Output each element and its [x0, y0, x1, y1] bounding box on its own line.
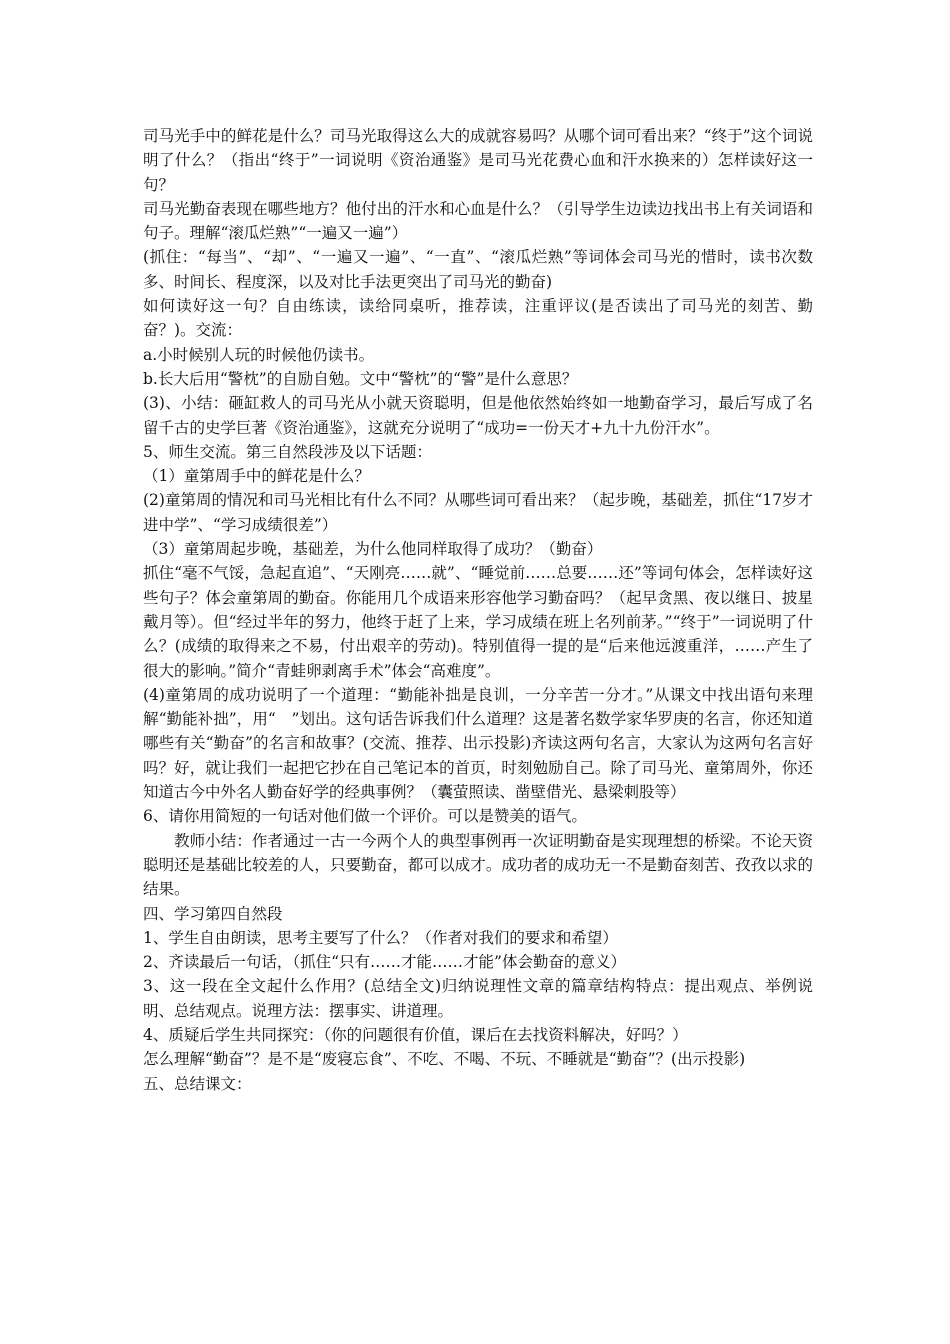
paragraph-19: 3、这一段在全文起什么作用？(总结全文)归纳说理性文章的篇章结构特点：提出观点、举例说明、总结观点。说理方法：摆事实、讲道理。 [143, 977, 813, 1020]
paragraph-21: 怎么理解“勤奋”？是不是“废寝忘食”、不吃、不喝、不玩、不睡就是“勤奋”？(出示投影) [143, 1050, 746, 1069]
paragraph-7: (3)、小结：砸缸救人的司马光从小就天资聪明，但是他依然始终如一地勤奋学习，最后写成了名留千古的史学巨著《资治通鉴》，这就充分说明了“成功=一份天才+九十九份汗水”。 [143, 394, 813, 437]
paragraph-13: (4)童第周的成功说明了一个道理：“勤能补拙是良训，一分辛苦一分才。”从课文中找出语句来理解“勤能补拙”，用“ ”划出。这句话告诉我们什么道理？这是著名数学家华罗庚的名言，你还知道哪些有关“勤奋”的名言和故事？(交流、推荐、出示投影)齐读这两句名言，大家认为这两句名言好吗？好，就让我们一起把它抄在自己笔记本的首页，时刻勉励自己。除了司马光、童第周外，你还知道古今中外名人勤奋好学的经典事例？（囊萤照读、凿壁借光、悬梁刺股等） [143, 685, 813, 802]
paragraph-9: （1）童第周手中的鲜花是什么？ [143, 467, 370, 486]
paragraph-12: 抓住“毫不气馁，急起直追”、“天刚亮……就”、“睡觉前……总要……还”等词句体会，怎样读好这些句子？体会童第周的勤奋。你能用几个成语来形容他学习勤奋吗？（起早贪黑、夜以继日、披星戴月等）。但“经过半年的努力，他终于赶了上来，学习成绩在班上名列前茅。”“终于”一词说明了什么？(成绩的取得来之不易，付出艰辛的劳动)。特别值得一提的是“后来他远渡重洋，……产生了很大的影响。”简介“青蛙卵剥离手术”体会“高难度”。 [143, 564, 813, 680]
document-page [143, 124, 813, 1096]
paragraph-20: 4、质疑后学生共同探究：（你的问题很有价值，课后在去找资料解决，好吗？） [143, 1025, 688, 1044]
paragraph-14: 6、请你用简短的一句话对他们做一个评价。可以是赞美的语气。 [143, 807, 587, 826]
paragraph-17: 1、学生自由朗读，思考主要写了什么？（作者对我们的要求和希望） [143, 928, 618, 947]
paragraph-15: 教师小结：作者通过一古一今两个人的典型事例再一次证明勤奋是实现理想的桥梁。不论天资聪明还是基础比较差的人，只要勤奋，都可以成才。成功者的成功无一不是勤奋刻苦、孜孜以求的结果。 [143, 831, 813, 899]
paragraph-10: (2)童第周的情况和司马光相比有什么不同？从哪些词可看出来？（起步晚，基础差，抓住“17岁才进中学”、“学习成绩很差”） [143, 491, 813, 534]
paragraph-11: （3）童第周起步晚，基础差，为什么他同样取得了成功？（勤奋） [143, 540, 603, 559]
paragraph-6: b.长大后用“警枕”的自励自勉。文中“警枕”的“警”是什么意思？ [143, 369, 578, 388]
paragraph-2: 司马光勤奋表现在哪些地方？他付出的汗水和心血是什么？（引导学生边读边找出书上有关词语和句子。理解“滚瓜烂熟”“一遍又一遍”） [143, 199, 813, 243]
paragraph-5: a.小时候别人玩的时候他仍读书。 [143, 345, 375, 364]
paragraph-16: 四、学习第四自然段 [143, 904, 283, 923]
paragraph-3: (抓住：“每当”、“却”、“一遍又一遍”、“一直”、“滚瓜烂熟”等词体会司马光的惜时，读书次数多、时间长、程度深，以及对比手法更突出了司马光的勤奋) [143, 248, 813, 291]
paragraph-8: 5、师生交流。第三自然段涉及以下话题： [143, 442, 432, 461]
paragraph-4: 如何读好这一句？自由练读，读给同桌听，推荐读，注重评议(是否读出了司马光的刻苦、勤奋？)。交流： [143, 297, 813, 340]
paragraph-18: 2、齐读最后一句话，（抓住“只有……才能……才能”体会勤奋的意义） [143, 953, 626, 972]
paragraph-22: 五、总结课文： [143, 1074, 252, 1093]
paragraph-1: 司马光手中的鲜花是什么？司马光取得这么大的成就容易吗？从哪个词可看出来？“终于”这个词说明了什么？（指出“终于”一词说明《资治通鉴》是司马光花费心血和汗水换来的）怎样读好这一句？ [143, 127, 813, 194]
